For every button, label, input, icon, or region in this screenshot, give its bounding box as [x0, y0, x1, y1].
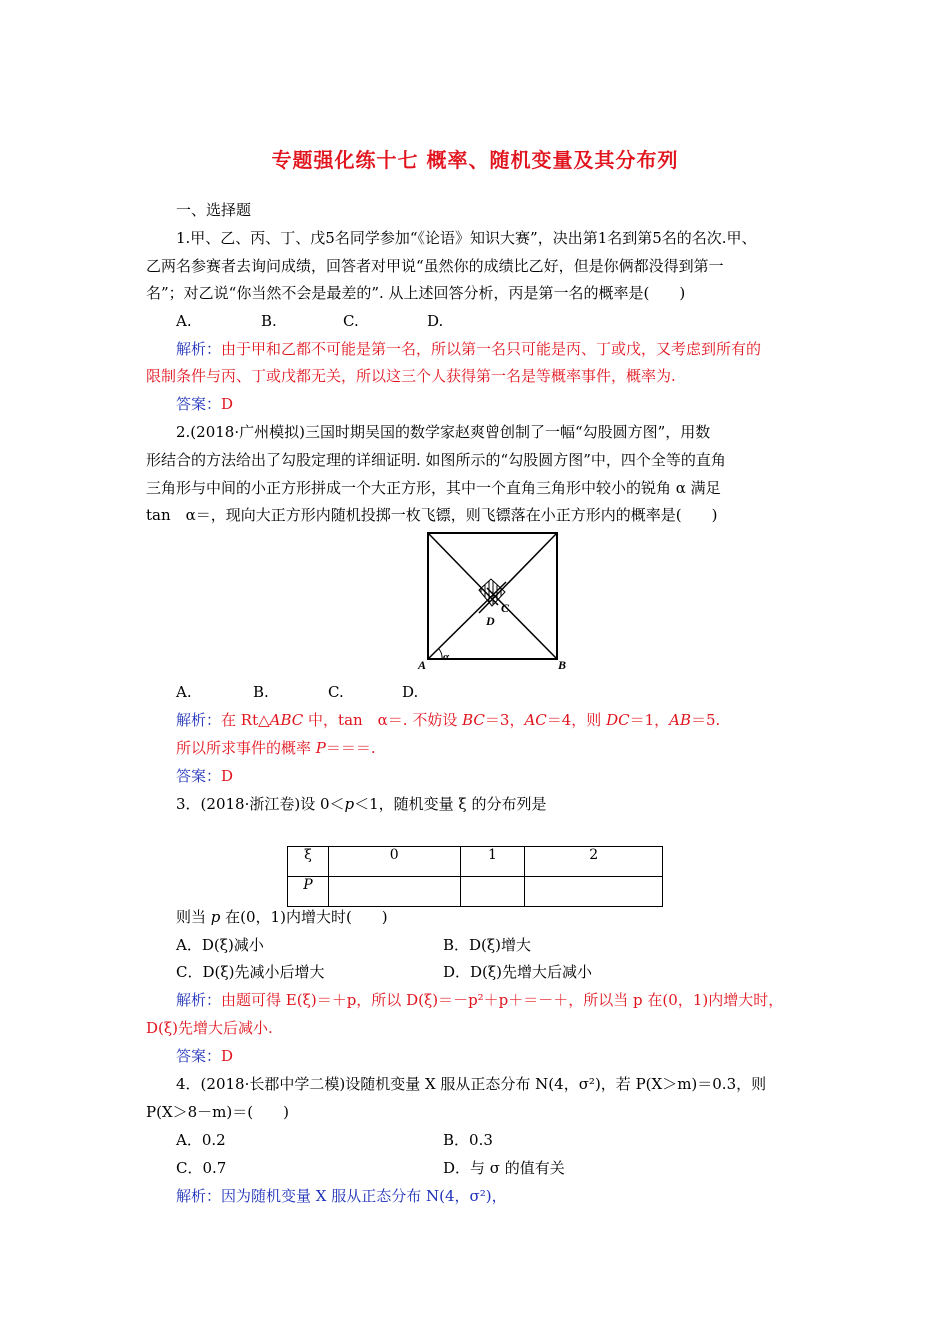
q1-option-d: D. [427, 312, 444, 330]
q3-line-2-p: p [210, 908, 221, 926]
q3-option-c: C．D(ξ)先减小后增大 [176, 963, 325, 981]
q2-answer [176, 766, 233, 786]
q2-analysis-p: P [315, 739, 326, 757]
q4-line-1: 4．(2018·长郡中学二模)设随机变量 X 服从正态分布 N(4，σ²)，若 P(X＞m)＝0.3，则 [176, 1075, 767, 1093]
q3-line-1-post: ＜1，随机变量 ξ 的分布列是 [354, 795, 547, 813]
q1-line-2: 乙两名参赛者去询问成绩，回答者对甲说“虽然你的成绩比乙好，但是你俩都没得到第一 [146, 257, 724, 275]
q3-analysis-label: 解析： [176, 991, 222, 1009]
table-row [288, 847, 663, 877]
q2-analysis-eq3: ＝3， [484, 711, 525, 729]
q2-line-3: 三角形与中间的小正方形拼成一个大正方形，其中一个直角三角形中较小的锐角 α 满足 [146, 479, 721, 497]
alpha-angle-arc [439, 649, 442, 659]
q1-analysis-line-1 [176, 339, 761, 359]
q1-analysis-text-1: 由于甲和乙都不可能是第一名，所以第一名只可能是丙、丁或戊，又考虑到所有的 [221, 340, 762, 358]
q4-option-b: B．0.3 [443, 1131, 493, 1149]
q2-option-d: D. [402, 683, 419, 701]
q2-analysis-text-pre: 在 Rt△ [221, 711, 270, 729]
q2-analysis-eq5: ＝5. [691, 711, 721, 729]
point-a-label: A [418, 658, 427, 672]
q2-line-2: 形结合的方法给出了勾股定理的详细证明. 如图所示的“勾股圆方图”中，四个全等的直角 [146, 451, 726, 469]
q4-analysis-label: 解析： [176, 1187, 222, 1205]
q1-analysis-label: 解析： [176, 340, 222, 358]
q4-option-c: C．0.7 [176, 1159, 227, 1177]
q2-analysis-abc: ABC [269, 711, 304, 729]
q3-line-2-post: 在(0，1)内增大时( ) [220, 908, 388, 926]
q2-answer-label: 答案： [176, 767, 222, 785]
q1-answer-label: 答案： [176, 395, 222, 413]
q1-line-3: 名”；对乙说“你当然不会是最差的”. 从上述回答分析，丙是第一名的概率是( ) [146, 284, 686, 302]
q2-analysis-l2-post: ＝＝＝. [325, 739, 376, 757]
q2-analysis-text-mid: 中，tan α＝. 不妨设 [303, 711, 463, 729]
q2-analysis-eq4: ＝4，则 [546, 711, 607, 729]
q1-analysis-line-2: 限制条件与丙、丁或戊都无关，所以这三个人获得第一名是等概率事件，概率为. [146, 367, 676, 385]
q3-answer [176, 1046, 233, 1066]
q1-line-1: 1.甲、乙、丙、丁、戊5名同学参加“《论语》知识大赛”，决出第1名到第5名的名次.甲、 [176, 229, 757, 247]
q2-analysis-ac: AC [524, 711, 547, 729]
q3-line-2 [176, 907, 388, 927]
q2-analysis-dc: DC [606, 711, 630, 729]
q3-analysis-line-2: D(ξ)先增大后减小. [146, 1019, 273, 1037]
section-heading: 一、选择题 [176, 201, 252, 219]
alpha-label: α [443, 651, 450, 663]
q2-analysis-line-2 [176, 738, 376, 758]
q4-line-2: P(X＞8－m)＝( ) [146, 1103, 289, 1121]
q3-answer-value: D [221, 1047, 234, 1065]
q4-option-d: D．与 σ 的值有关 [443, 1159, 565, 1177]
q4-analysis-text-1: 因为随机变量 X 服从正态分布 N(4，σ²)， [221, 1187, 507, 1205]
q2-analysis-l2-pre: 所以所求事件的概率 [176, 739, 316, 757]
q1-answer [176, 394, 233, 414]
table-cell: 1 [460, 847, 525, 877]
q3-option-b: B．D(ξ)增大 [443, 936, 532, 954]
q3-line-2-pre: 则当 [176, 908, 211, 926]
pythagorean-square-figure [415, 528, 575, 676]
q2-analysis-eq1: ＝1， [629, 711, 670, 729]
q2-option-b: B. [253, 683, 269, 701]
q4-option-a: A．0.2 [176, 1131, 226, 1149]
q2-analysis-line-1 [176, 710, 720, 730]
q2-option-c: C. [328, 683, 344, 701]
table-cell: 0 [328, 847, 460, 877]
q4-analysis-line-1 [176, 1186, 507, 1206]
q3-analysis-line-1 [176, 990, 783, 1010]
q3-option-d: D．D(ξ)先增大后减小 [443, 963, 593, 981]
table-cell [328, 877, 460, 907]
q1-answer-value: D [221, 395, 234, 413]
q1-option-c: C. [343, 312, 359, 330]
q2-option-a: A. [176, 683, 192, 701]
q3-answer-label: 答案： [176, 1047, 222, 1065]
point-b-label: B [558, 658, 567, 672]
table-cell: 2 [525, 847, 663, 877]
q3-line-1-pre: 3．(2018·浙江卷)设 0＜ [176, 795, 345, 813]
page-title: 专题强化练十七 概率、随机变量及其分布列 [271, 148, 679, 172]
table-cell [460, 877, 525, 907]
q3-line-1-p: p [344, 795, 355, 813]
table-row [288, 877, 663, 907]
table-cell: ξ [288, 847, 329, 877]
q3-option-a: A．D(ξ)减小 [176, 936, 264, 954]
distribution-table [287, 846, 663, 907]
q3-line-1 [176, 794, 546, 814]
q2-line-1: 2.(2018·广州模拟)三国时期吴国的数学家赵爽曾创制了一幅“勾股圆方图”，用数 [176, 423, 711, 441]
q2-answer-value: D [221, 767, 234, 785]
q2-analysis-label: 解析： [176, 711, 222, 729]
q3-analysis-text-1: 由题可得 E(ξ)＝＋p，所以 D(ξ)＝－p²＋p＋＝－＋，所以当 p 在(0，1)内增大时， [221, 991, 784, 1009]
q1-option-b: B. [261, 312, 277, 330]
q2-analysis-ab: AB [669, 711, 691, 729]
q2-line-4: tan α＝，现向大正方形内随机投掷一枚飞镖，则飞镖落在小正方形内的概率是( ) [146, 506, 718, 524]
table-cell [525, 877, 663, 907]
point-c-label: C [501, 601, 510, 615]
table-cell: P [288, 877, 329, 907]
q2-analysis-bc: BC [462, 711, 485, 729]
point-d-label: D [486, 614, 495, 628]
q1-option-a: A. [176, 312, 192, 330]
